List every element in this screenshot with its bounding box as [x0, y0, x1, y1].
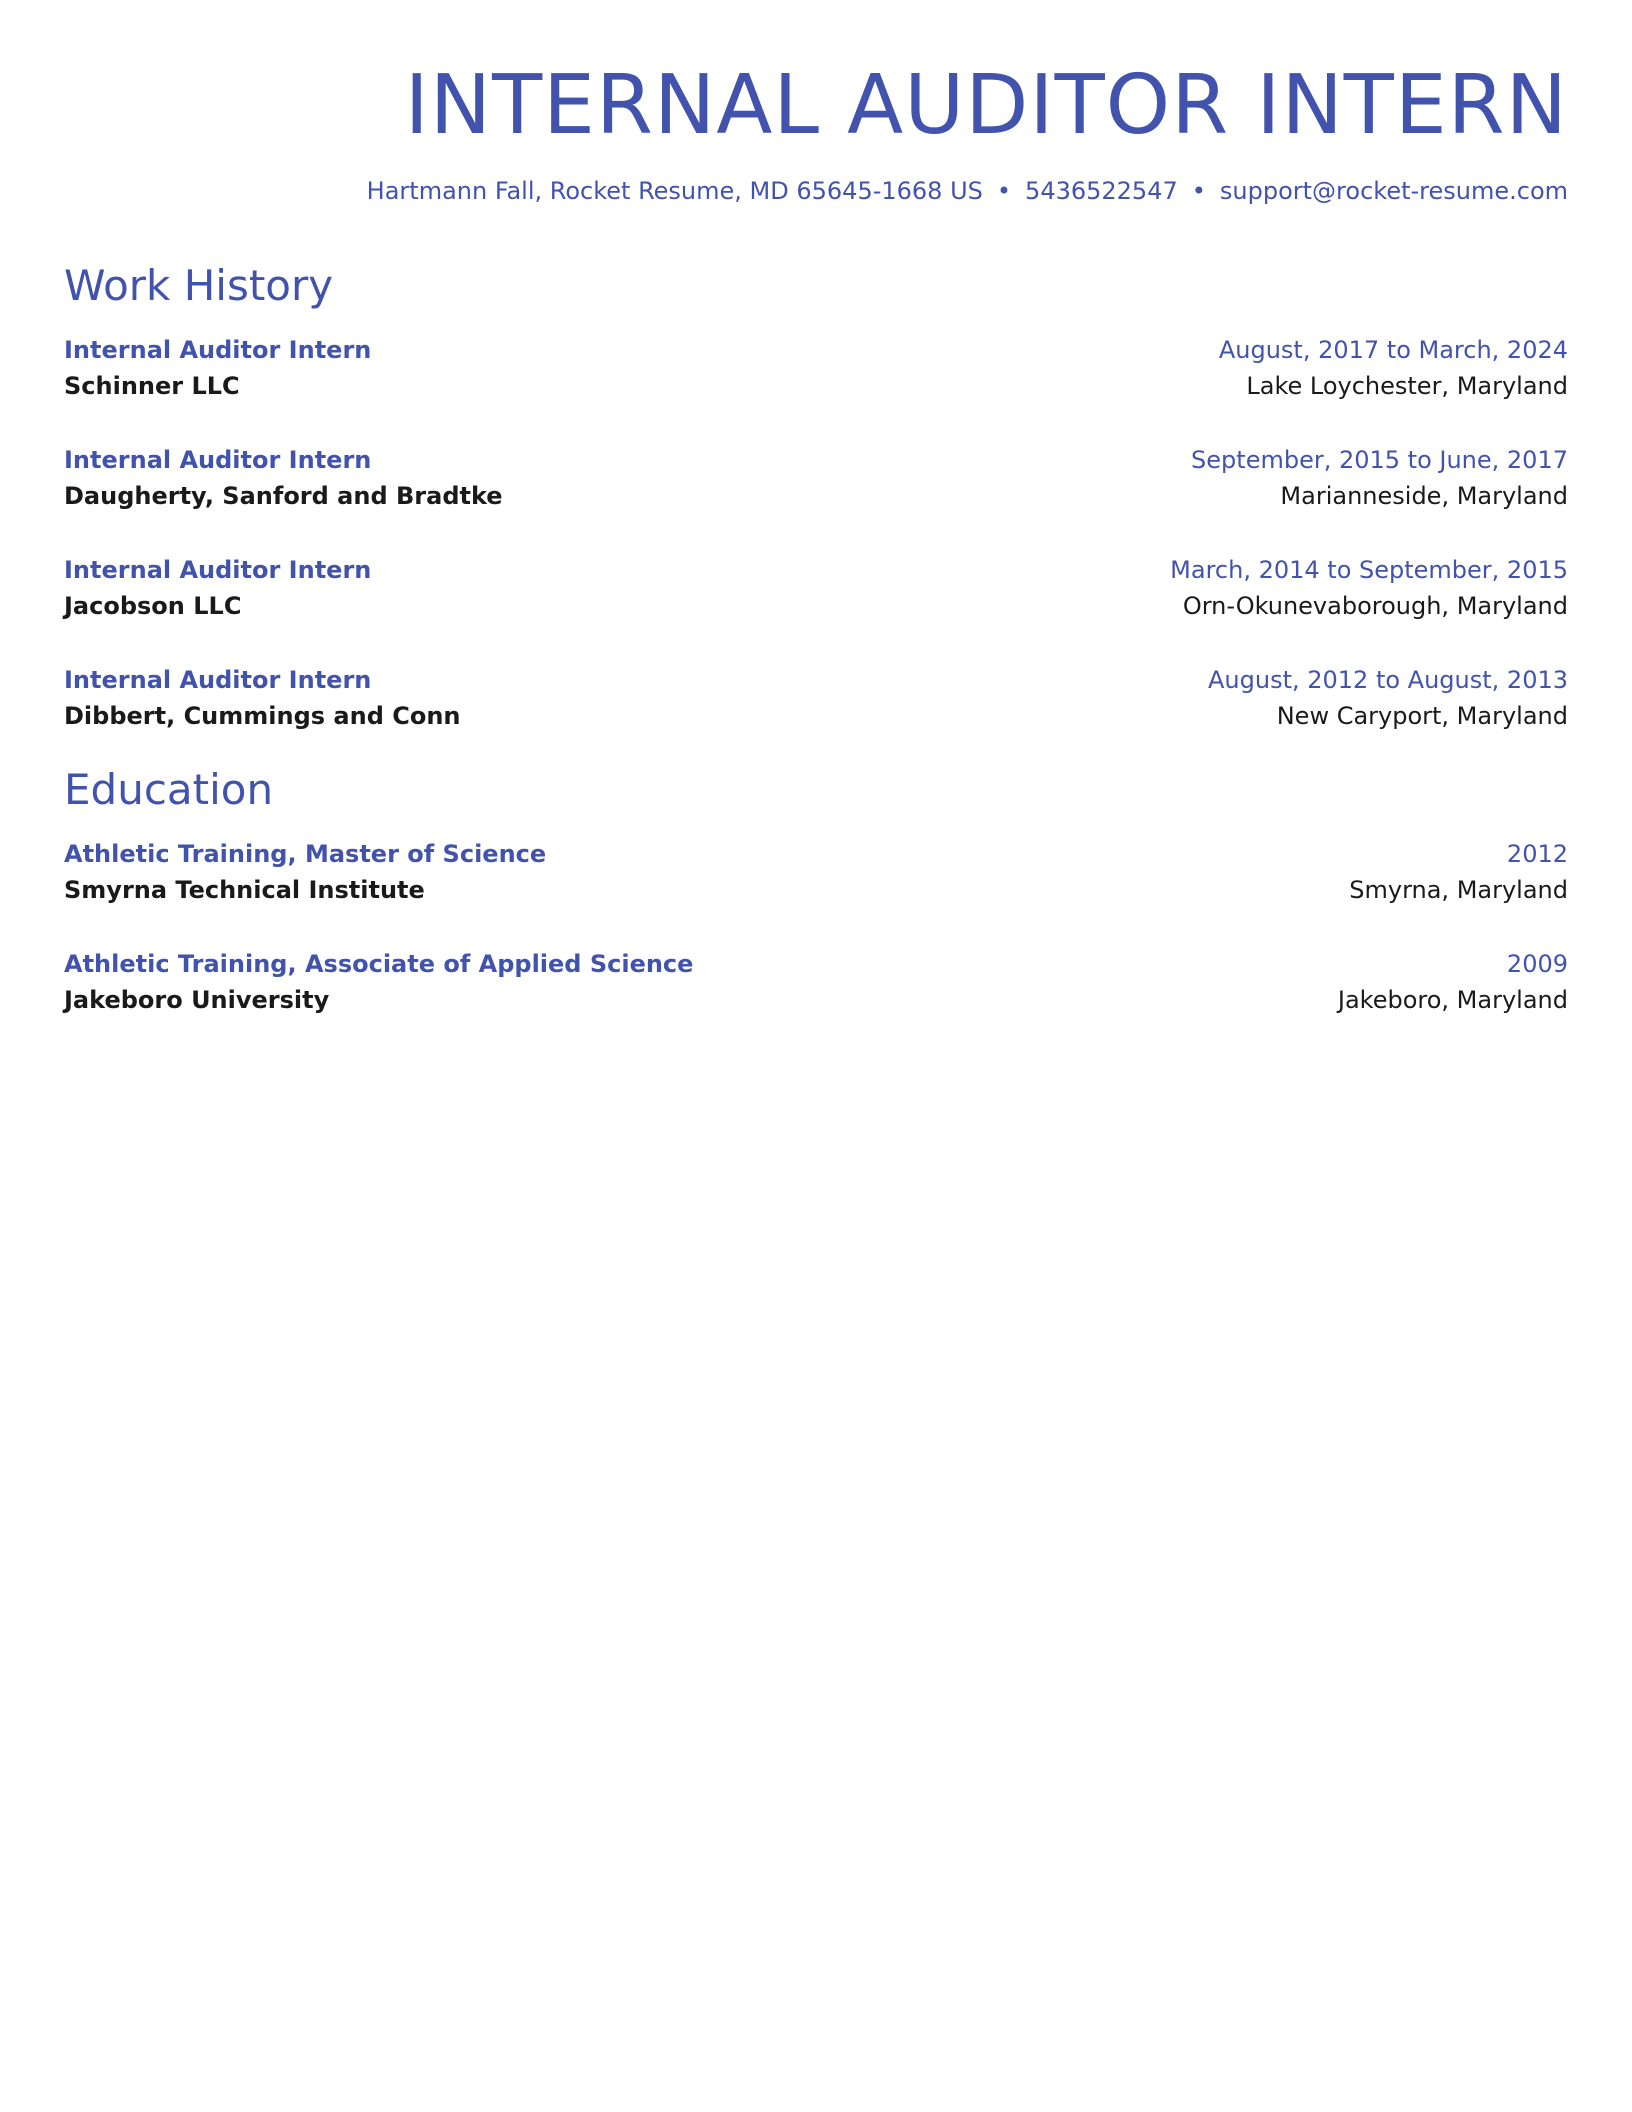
school-name: Smyrna Technical Institute	[64, 876, 425, 904]
contact-email: support@rocket-resume.com	[1219, 177, 1568, 205]
job-title: Internal Auditor Intern	[64, 666, 372, 694]
company-name: Daugherty, Sanford and Bradtke	[64, 482, 503, 510]
company-name: Jacobson LLC	[64, 592, 242, 620]
school-name: Jakeboro University	[64, 986, 330, 1014]
job-title: Internal Auditor Intern	[64, 556, 372, 584]
job-dates: March, 2014 to September, 2015	[1170, 556, 1568, 584]
contact-separator: •	[1191, 177, 1206, 205]
job-title: Internal Auditor Intern	[64, 446, 372, 474]
education-list	[64, 837, 1568, 1057]
work-entry	[64, 333, 1568, 443]
degree-title: Athletic Training, Master of Science	[64, 840, 547, 868]
job-dates: September, 2015 to June, 2017	[1191, 446, 1568, 474]
school-location: Smyrna, Maryland	[1349, 876, 1568, 904]
education-heading: Education	[64, 765, 274, 814]
job-location: Marianneside, Maryland	[1280, 482, 1568, 510]
job-location: Orn-Okunevaborough, Maryland	[1182, 592, 1568, 620]
education-entry	[64, 947, 1568, 1057]
graduation-year: 2009	[1506, 950, 1568, 978]
graduation-year: 2012	[1506, 840, 1568, 868]
degree-title: Athletic Training, Associate of Applied Science	[64, 950, 694, 978]
resume-header	[64, 0, 1568, 205]
company-name: Schinner LLC	[64, 372, 240, 400]
job-dates: August, 2017 to March, 2024	[1218, 336, 1568, 364]
resume-title: INTERNAL AUDITOR INTERN	[404, 58, 1568, 153]
contact-phone: 5436522547	[1025, 177, 1178, 205]
job-location: New Caryport, Maryland	[1276, 702, 1568, 730]
work-history-list	[64, 333, 1568, 773]
job-title: Internal Auditor Intern	[64, 336, 372, 364]
work-entry	[64, 443, 1568, 553]
work-entry	[64, 553, 1568, 663]
contact-line	[367, 176, 1568, 206]
job-location: Lake Loychester, Maryland	[1246, 372, 1568, 400]
resume-page	[64, 0, 1568, 1014]
job-dates: August, 2012 to August, 2013	[1208, 666, 1568, 694]
work-history-heading: Work History	[64, 261, 334, 310]
education-entry	[64, 837, 1568, 947]
contact-separator: •	[996, 177, 1012, 205]
work-entry	[64, 663, 1568, 773]
company-name: Dibbert, Cummings and Conn	[64, 702, 461, 730]
school-location: Jakeboro, Maryland	[1337, 986, 1568, 1014]
contact-address: Hartmann Fall, Rocket Resume, MD 65645-1668 US	[366, 177, 983, 205]
